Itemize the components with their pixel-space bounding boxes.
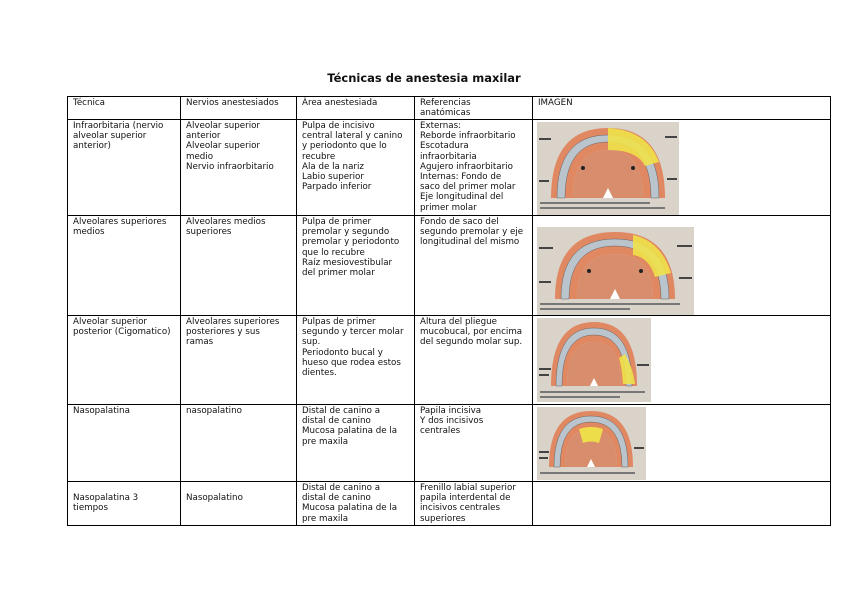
maxillary-arch-figure-icon (537, 227, 694, 315)
header-nervios: Nervios anestesiados (181, 97, 297, 120)
cell-nervios: nasopalatino (181, 405, 297, 482)
cell-referencias: Altura del pliegue mucobucal, por encima del segundo molar sup. (415, 316, 533, 405)
cell-imagen (533, 405, 831, 482)
cell-tecnica: Alveolar superior posterior (Cigomatico) (68, 316, 181, 405)
cell-nervios: Alveolar superior anterior Alveolar superior medio Nervio infraorbitario (181, 120, 297, 216)
cell-tecnica: Infraorbitaria (nervio alveolar superior anterior) (68, 120, 181, 216)
header-tecnica: Técnica (68, 97, 181, 120)
cell-area: Pulpas de primer segundo y tercer molar sup. Periodonto bucal y hueso que rodea estos dientes. (297, 316, 415, 405)
table-row (68, 216, 831, 316)
cell-area: Distal de canino a distal de canino Mucosa palatina de la pre maxila (297, 482, 415, 526)
cell-referencias: Externas: Reborde infraorbitario Escotadura infraorbitaria Agujero infraorbitario Internas: Fondo de saco del primer molar Eje longitudinal del primer molar (415, 120, 533, 216)
cell-imagen (533, 482, 831, 526)
maxillary-arch-figure-icon (537, 407, 646, 480)
page-title: Técnicas de anestesia maxilar (327, 71, 521, 85)
cell-tecnica: Nasopalatina (68, 405, 181, 482)
cell-imagen (533, 120, 831, 216)
cell-nervios: Nasopalatino (181, 482, 297, 526)
table-row (68, 405, 831, 482)
maxillary-arch-figure-icon (537, 318, 651, 402)
header-row (68, 97, 831, 120)
cell-referencias: Fondo de saco del segundo premolar y eje longitudinal del mismo (415, 216, 533, 316)
cell-imagen (533, 216, 831, 316)
cell-nervios: Alveolares superiores posteriores y sus ramas (181, 316, 297, 405)
anesthesia-table (67, 96, 831, 526)
header-referencias: Referencias anatómicas (415, 97, 533, 120)
cell-area: Distal de canino a distal de canino Mucosa palatina de la pre maxila (297, 405, 415, 482)
header-imagen: IMAGEN (533, 97, 831, 120)
header-area: Área anestesiada (297, 97, 415, 120)
maxillary-arch-figure-icon (537, 122, 679, 215)
cell-referencias: Frenillo labial superior papila interdental de incisivos centrales superiores (415, 482, 533, 526)
cell-referencias: Papila incisiva Y dos incisivos centrales (415, 405, 533, 482)
cell-tecnica: Nasopalatina 3 tiempos (68, 482, 181, 526)
cell-nervios: Alveolares medios superiores (181, 216, 297, 316)
table-row (68, 120, 831, 216)
table-row (68, 316, 831, 405)
cell-tecnica: Alveolares superiores medios (68, 216, 181, 316)
table-row (68, 482, 831, 526)
cell-area: Pulpa de incisivo central lateral y canino y periodonto que lo recubre Ala de la nariz Labio superior Parpado inferior (297, 120, 415, 216)
cell-imagen (533, 316, 831, 405)
cell-area: Pulpa de primer premolar y segundo premolar y periodonto que lo recubre Raíz mesiovestibular del primer molar (297, 216, 415, 316)
